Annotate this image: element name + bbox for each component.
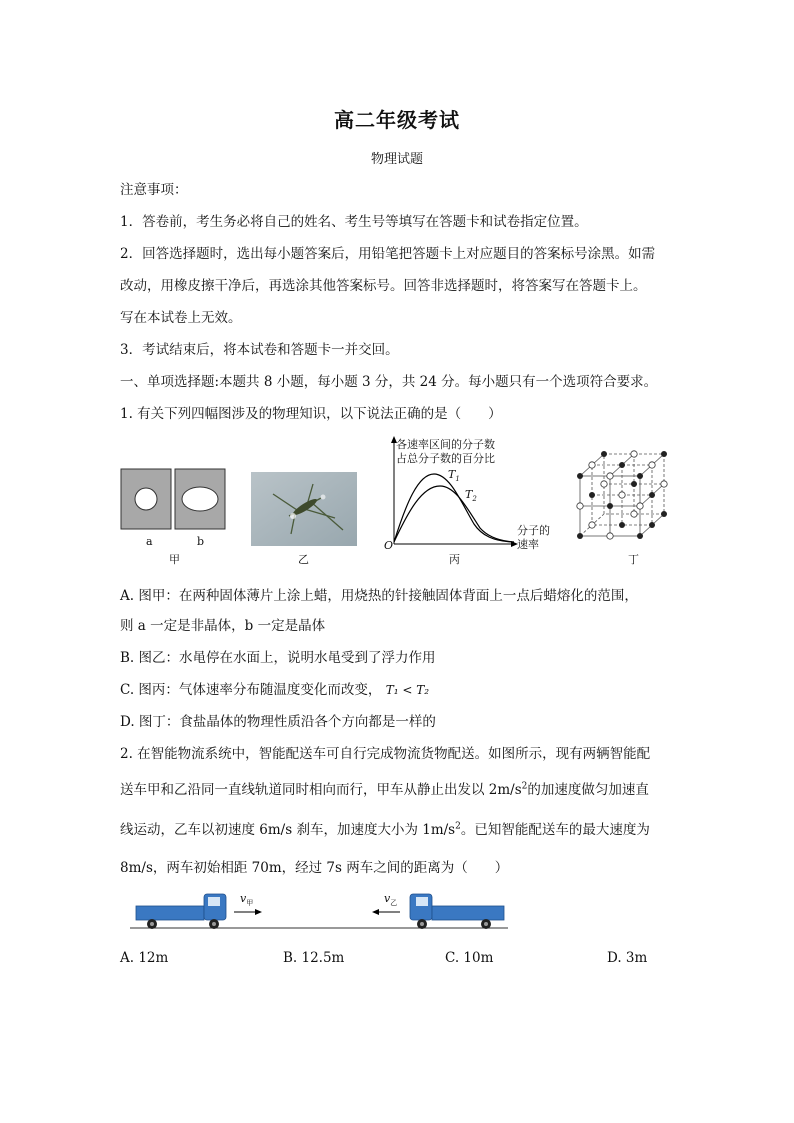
figure-bing-ylabel-line-1: 各速率区间的分子数: [396, 438, 495, 451]
notice-item-3: 3．考试结束后，将本试卷和答题卡一并交回。: [120, 342, 399, 358]
figure-jia-caption: 甲: [169, 553, 180, 566]
question-2-option-d: D. 3m: [607, 950, 648, 966]
question-2-line-4: 8m/s，两车初始相距 70m，经过 7s 两车之间的距离为（ ）: [120, 860, 509, 876]
question-1-option-c-text: C. 图丙：气体速率分布随温度变化而改变，: [120, 682, 382, 698]
figure-bing-xlabel-line-1: 分子的: [517, 524, 550, 537]
notice-item-2-line-2: 改动，用橡皮擦干净后，再选涂其他答案标号。回答非选择题时，将答案写在答题卡上。: [120, 278, 647, 294]
figure-bing-ylabel-line-2: 占总分子数的百分比: [396, 452, 495, 465]
question-2-option-a: A. 12m: [120, 950, 169, 966]
question-1-option-a-line-1: A. 图甲：在两种固体薄片上涂上蜡，用烧热的针接触固体背面上一点后蜡熔化的范围，: [120, 588, 638, 604]
question-2-line-1: 2. 在智能物流系统中，智能配送车可自行完成物流货物配送。如图所示，现有两辆智能配: [120, 746, 651, 762]
question-1-option-d: D. 图丁：食盐晶体的物理性质沿各个方向都是一样的: [120, 714, 436, 730]
notice-heading: 注意事项：: [120, 182, 188, 198]
figure-bing-origin: O: [384, 539, 394, 552]
notice-item-1: 1．答卷前，考生务必将自己的姓名、考生号等填写在答题卡和试卷指定位置。: [120, 214, 588, 230]
figure-yi-caption: 乙: [298, 553, 309, 566]
question-1-stem: 1. 有关下列四幅图涉及的物理知识，以下说法正确的是（ ）: [120, 406, 502, 422]
notice-item-2-line-3: 写在本试卷上无效。: [120, 310, 242, 326]
figure-jia: [120, 468, 230, 560]
figure-jia-label-a: a: [146, 535, 153, 548]
question-2-trucks-figure: [128, 884, 514, 940]
question-2-line-2: 送车甲和乙沿同一直线轨道同时相向而行，甲车从静止出发以 $2m/s^2$的加速度做匀加速直: [120, 781, 649, 798]
figure-bing-label-t2: $T_2$: [465, 488, 477, 504]
v-jia-label: $v_甲$: [240, 892, 254, 908]
v-yi-label: $v_乙$: [384, 892, 398, 908]
notice-item-2-line-1: 2．回答选择题时，选出每小题答案后，用铅笔把答题卡上对应题目的答案标号涂黑。如需: [120, 246, 656, 262]
figure-ding-caption: 丁: [628, 553, 639, 566]
question-2-option-c: C. 10m: [445, 950, 494, 966]
section-1-heading: 一、单项选择题:本题共 8 小题，每小题 3 分，共 24 分。每小题只有一个选项符合要求。: [120, 374, 658, 390]
question-1-option-c: [120, 678, 429, 698]
figure-bing-xlabel-line-2: 速率: [517, 538, 539, 551]
truck-jia: [136, 894, 226, 929]
truck-yi: [410, 894, 504, 929]
figure-yi-water-strider-photo: [251, 472, 357, 546]
figure-ding-salt-lattice: [572, 448, 672, 548]
exam-subtitle: 物理试题: [370, 152, 423, 167]
wax-ellipse-b: [182, 487, 218, 511]
exam-title: 高二年级考试: [334, 108, 460, 132]
question-2-line-3: 线运动，乙车以初速度 6m/s 刹车，加速度大小为 $1m/s^2$。已知智能配送车的最大速度为: [120, 821, 650, 838]
figure-bing-label-t1: $T_1$: [448, 468, 460, 484]
question-1-option-b: B. 图乙：水黾停在水面上，说明水黾受到了浮力作用: [120, 650, 436, 666]
figure-jia-label-b: b: [197, 535, 205, 548]
figure-bing-caption: 丙: [449, 553, 460, 566]
question-1-option-c-math: T₁ < T₂: [385, 683, 430, 697]
question-1-option-a-line-2: 则 a 一定是非晶体，b 一定是晶体: [120, 618, 326, 634]
wax-circle-a: [135, 488, 157, 510]
question-2-option-b: B. 12.5m: [283, 950, 345, 966]
